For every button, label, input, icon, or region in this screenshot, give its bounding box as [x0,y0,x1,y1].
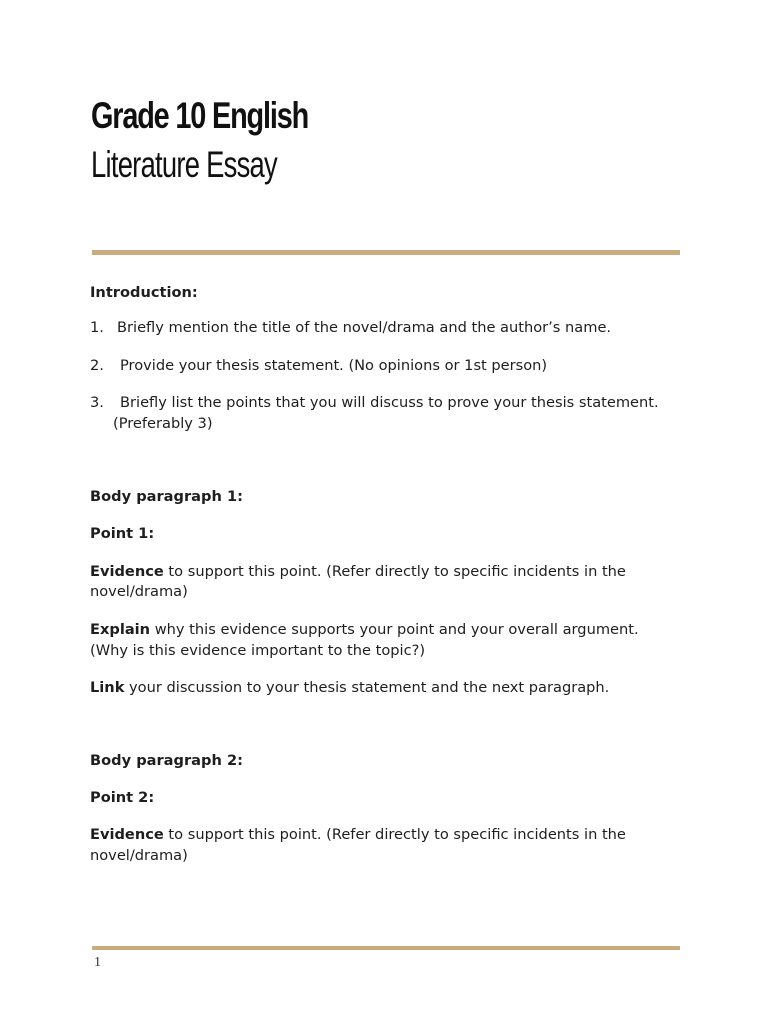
body1-evidence [90,562,690,583]
body1-explain-continuation: (Why is this evidence important to the topic?) [90,642,426,659]
intro-item-1-text: Briefly mention the title of the novel/drama and the author’s name. [117,319,612,336]
intro-item-3-text: Briefly list the points that you will discuss to prove your thesis statement. [120,394,659,411]
document-subtitle: Literature Essay [91,144,278,185]
document-title: Grade 10 English [91,95,309,136]
body2-evidence-text: to support this point. (Refer directly to specific incidents in the [163,826,626,843]
footer-divider [92,946,680,950]
intro-item-2 [90,356,690,377]
intro-item-3-number: 3. [90,394,104,411]
body1-evidence-text: to support this point. (Refer directly to specific incidents in the [163,563,626,580]
body1-link [90,678,690,699]
body2-evidence-label: Evidence [90,826,164,843]
body1-link-label: Link [90,679,125,696]
body2-evidence-continuation: novel/drama) [90,847,188,864]
header-divider [92,250,680,255]
point-2-label: Point 2: [90,789,155,806]
introduction-heading: Introduction: [90,284,198,301]
body-paragraph-1-heading: Body paragraph 1: [90,488,243,505]
body2-evidence [90,825,690,846]
intro-item-1 [90,318,690,339]
body1-explain [90,620,690,641]
intro-item-3-continuation: (Preferably 3) [113,415,213,432]
body1-link-text: your discussion to your thesis statement and the next paragraph. [124,679,610,696]
intro-item-1-number: 1. [90,319,104,336]
body-paragraph-2-heading: Body paragraph 2: [90,752,243,769]
body1-evidence-label: Evidence [90,563,164,580]
body1-explain-text: why this evidence supports your point and your overall argument. [150,621,639,638]
page-number: 1 [94,955,101,970]
intro-item-2-number: 2. [90,357,104,374]
intro-item-2-text: Provide your thesis statement. (No opinions or 1st person) [120,357,548,374]
point-1-label: Point 1: [90,525,155,542]
body1-evidence-continuation: novel/drama) [90,583,188,600]
intro-item-3 [90,393,690,414]
body1-explain-label: Explain [90,621,151,638]
